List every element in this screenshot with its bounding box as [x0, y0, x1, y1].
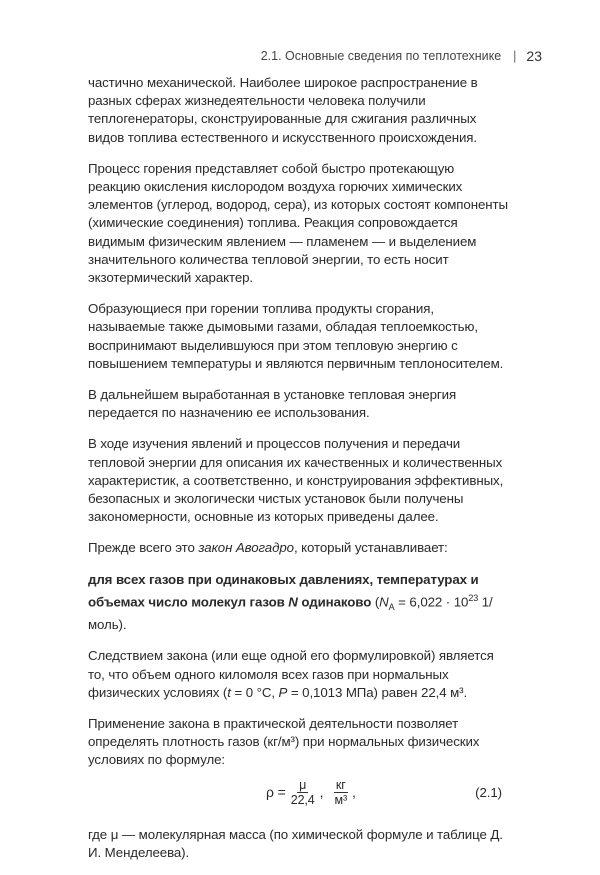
paragraph-avogadro-intro: [88, 539, 508, 557]
fraction-denominator: 22,4: [290, 792, 315, 807]
text-run: Прежде всего это: [88, 540, 199, 556]
paragraph-where: где μ — молекулярная масса (по химической формуле и таблице Д. И. Менделеева).: [88, 826, 503, 860]
formula-lhs: ρ =: [266, 783, 286, 800]
symbol-na-subscript: A: [388, 601, 395, 612]
avogadro-unit: 1/моль).: [88, 594, 493, 633]
paragraph-1: частично механической. Наиболее широкое распространение в разных сферах жизнедеятельности человека получили теплогенераторы, сконструированные для сжигания различных видов топлива естественного и искусственного происхождения.: [88, 75, 478, 145]
section-title: 2.1. Основные сведения по теплотехнике: [260, 49, 502, 63]
formula-expression: [266, 778, 356, 807]
page-body: [88, 74, 508, 875]
unit-numerator: кг: [335, 777, 346, 792]
paragraph-2: Процесс горения представляет собой быстро протекающую реакцию окисления кислородом воздуха горючих химических элементов (углерод, водород, сера), из которых состоят компоненты (химические соединения) топлива. Реакция сопровождается видимым физическим явлением — пламенем — и выделением значительного количества тепловой энергии, то есть носит экзотермический характер.: [88, 160, 508, 286]
symbol-n: N: [288, 594, 298, 610]
unit-denominator: м³: [334, 792, 348, 807]
text-run: Следствием закона (или еще одной его формулировкой) является то, что объем одного киломоля всех газов при нормальных физических условиях (: [88, 648, 494, 700]
formula-end: ,: [352, 783, 356, 800]
avogadro-value: = 6,022 · 10: [394, 594, 469, 610]
fraction-units: [332, 778, 349, 807]
formula-comma: ,: [319, 783, 324, 800]
law-text-end: одинаково: [297, 594, 372, 610]
running-header: [88, 48, 542, 64]
symbol-p: P: [278, 684, 288, 700]
law-text: для всех газов при одинаковых давлениях, температурах и объемах число молекул газов: [88, 571, 479, 610]
fraction-numerator: μ: [299, 777, 307, 792]
page-number: 23: [526, 48, 542, 64]
paragraph-5: В ходе изучения явлений и процессов получения и передачи тепловой энергии для описания их качественных и количественных характеристик, а соответственно, и конструирования эффективных, безопасных и экологически чистых установок были получены закономерности, основные из которых приведены далее.: [88, 436, 504, 525]
paragraph-consequence: [88, 647, 508, 702]
paragraph-density: Применение закона в практической деятельности позволяет определять плотность газов (кг/м³) при нормальных физических условиях по формуле:: [88, 715, 480, 768]
text-run: = 0 °C,: [230, 684, 279, 700]
avogadro-law-statement: [88, 571, 508, 635]
law-name: закон Авогадро: [198, 540, 294, 556]
symbol-na: N: [379, 594, 389, 610]
fraction-mu: [289, 778, 317, 807]
text-run: = 0,1013 МПа) равен 22,4 м³.: [287, 684, 468, 700]
header-separator: |: [513, 49, 517, 63]
avogadro-exponent: 23: [468, 592, 479, 603]
paragraph-3: Образующиеся при горении топлива продукты сгорания, называемые также дымовыми газами, обладая теплоемкостью, воспринимают выделившуюся при этом тепловую энергию с повышением температуры и являются первичным теплоносителем.: [88, 301, 504, 371]
text-run: (: [371, 594, 380, 610]
formula-2-1: [88, 772, 508, 816]
formula-number: (2.1): [475, 784, 502, 800]
symbol-t: t: [227, 684, 231, 700]
text-run: , который устанавливает:: [293, 540, 448, 556]
paragraph-4: В дальнейшем выработанная в установке тепловая энергия передается по назначению ее использования.: [88, 387, 457, 421]
